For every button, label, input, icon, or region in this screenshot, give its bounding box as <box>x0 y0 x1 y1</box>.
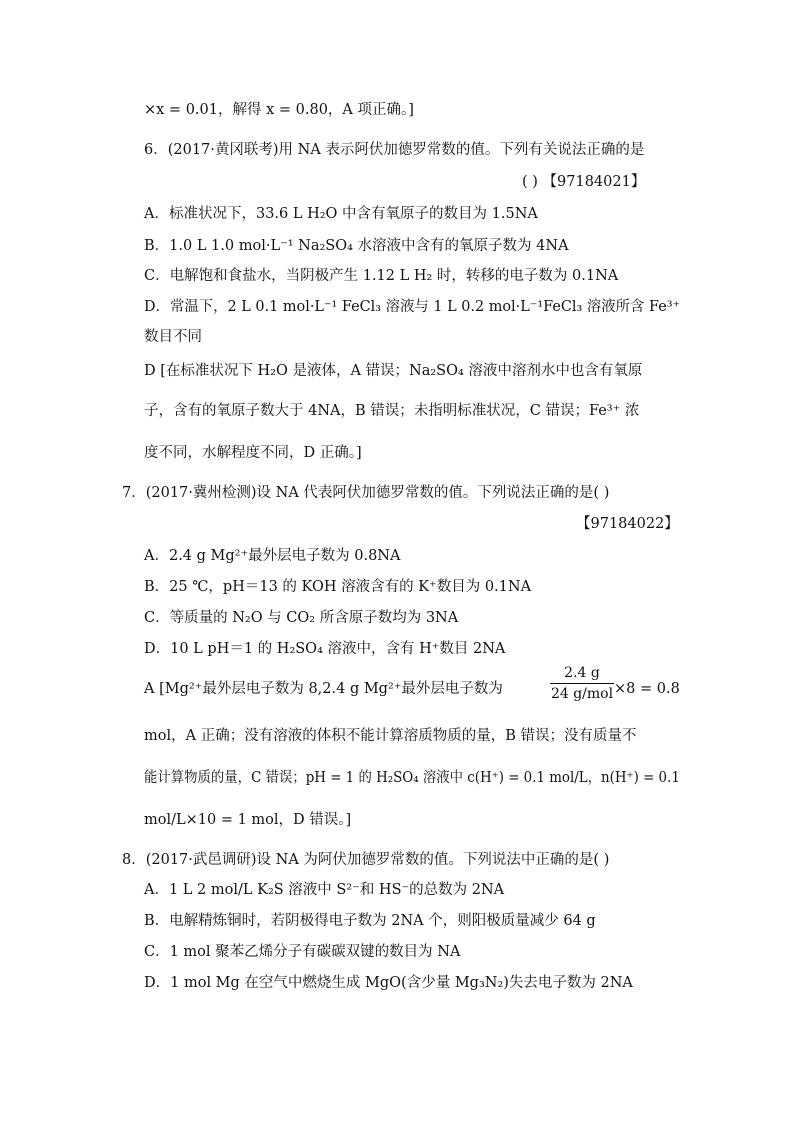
q8-option-b: B．电解精炼铜时，若阴极得电子数为 2NA 个，则阳极质量减少 64 g <box>144 913 596 929</box>
fraction-denominator: 24 g/mol <box>550 686 614 702</box>
q7-explanation-1-end: ×8 = 0.8 <box>614 681 680 697</box>
q7-explanation-2: mol，A 正确；没有溶液的体积不能计算溶质物质的量，B 错误；没有质量不 <box>144 728 637 744</box>
q8-option-c: C．1 mol 聚苯乙烯分子有碳碳双键的数目为 NA <box>144 944 461 960</box>
q7-explanation-3: 能计算物质的量，C 错误；pH = 1 的 H₂SO₄ 溶液中 c(H⁺) = 0.1 mol/L，n(H⁺) = 0.1 <box>144 770 680 786</box>
q7-option-b: B．25 ℃，pH＝13 的 KOH 溶液含有的 K⁺数目为 0.1NA <box>144 579 532 595</box>
fraction-2-4-over-24 <box>550 664 614 703</box>
q7-option-d: D．10 L pH＝1 的 H₂SO₄ 溶液中，含有 H⁺数目 2NA <box>144 641 506 657</box>
q6-explanation-1: D [在标准状况下 H₂O 是液体，A 错误；Na₂SO₄ 溶液中溶剂水中也含有氧原 <box>144 363 643 379</box>
q6-option-d-cont: 数目不同 <box>144 329 202 345</box>
q6-stem: 6．(2017·黄冈联考)用 NA 表示阿伏加德罗常数的值。下列有关说法正确的是 <box>144 142 645 158</box>
q7-id: 【97184022】 <box>576 516 679 532</box>
q6-option-d: D．常温下，2 L 0.1 mol·L⁻¹ FeCl₃ 溶液与 1 L 0.2 mol·L⁻¹FeCl₃ 溶液所含 Fe³⁺ <box>144 299 681 315</box>
q7-explanation-1: A [Mg²⁺最外层电子数为 8,2.4 g Mg²⁺最外层电子数为 <box>144 681 503 697</box>
q6-option-c: C．电解饱和食盐水，当阴极产生 1.12 L H₂ 时，转移的电子数为 0.1NA <box>144 268 619 284</box>
q6-option-a: A．标准状况下，33.6 L H₂O 中含有氧原子的数目为 1.5NA <box>144 206 538 222</box>
q7-option-c: C．等质量的 N₂O 与 CO₂ 所含原子数均为 3NA <box>144 610 459 626</box>
q6-answer-bracket-id: ( ) 【97184021】 <box>522 174 646 190</box>
q6-explanation-3: 度不同，水解程度不同，D 正确。] <box>144 445 362 461</box>
q6-option-b: B．1.0 L 1.0 mol·L⁻¹ Na₂SO₄ 水溶液中含有的氧原子数为 4NA <box>144 238 569 254</box>
q8-option-d: D．1 mol Mg 在空气中燃烧生成 MgO(含少量 Mg₃N₂)失去电子数为 2NA <box>144 975 633 991</box>
q7-explanation-4: mol/L×10 = 1 mol，D 错误。] <box>144 812 352 828</box>
q7-option-a: A．2.4 g Mg²⁺最外层电子数为 0.8NA <box>144 548 401 564</box>
q7-stem: 7．(2017·冀州检测)设 NA 代表阿伏加德罗常数的值。下列说法正确的是( ) <box>122 485 610 501</box>
q8-stem: 8．(2017·武邑调研)设 NA 为阿伏加德罗常数的值。下列说法中正确的是( ) <box>122 852 610 868</box>
line-prev-answer-end: ×x = 0.01，解得 x = 0.80，A 项正确。] <box>144 102 414 118</box>
q8-option-a: A．1 L 2 mol/L K₂S 溶液中 S²⁻和 HS⁻的总数为 2NA <box>144 882 505 898</box>
fraction-numerator: 2.4 g <box>550 664 614 684</box>
q6-explanation-2: 子，含有的氧原子数大于 4NA，B 错误；未指明标准状况，C 错误；Fe³⁺ 浓 <box>144 403 640 419</box>
